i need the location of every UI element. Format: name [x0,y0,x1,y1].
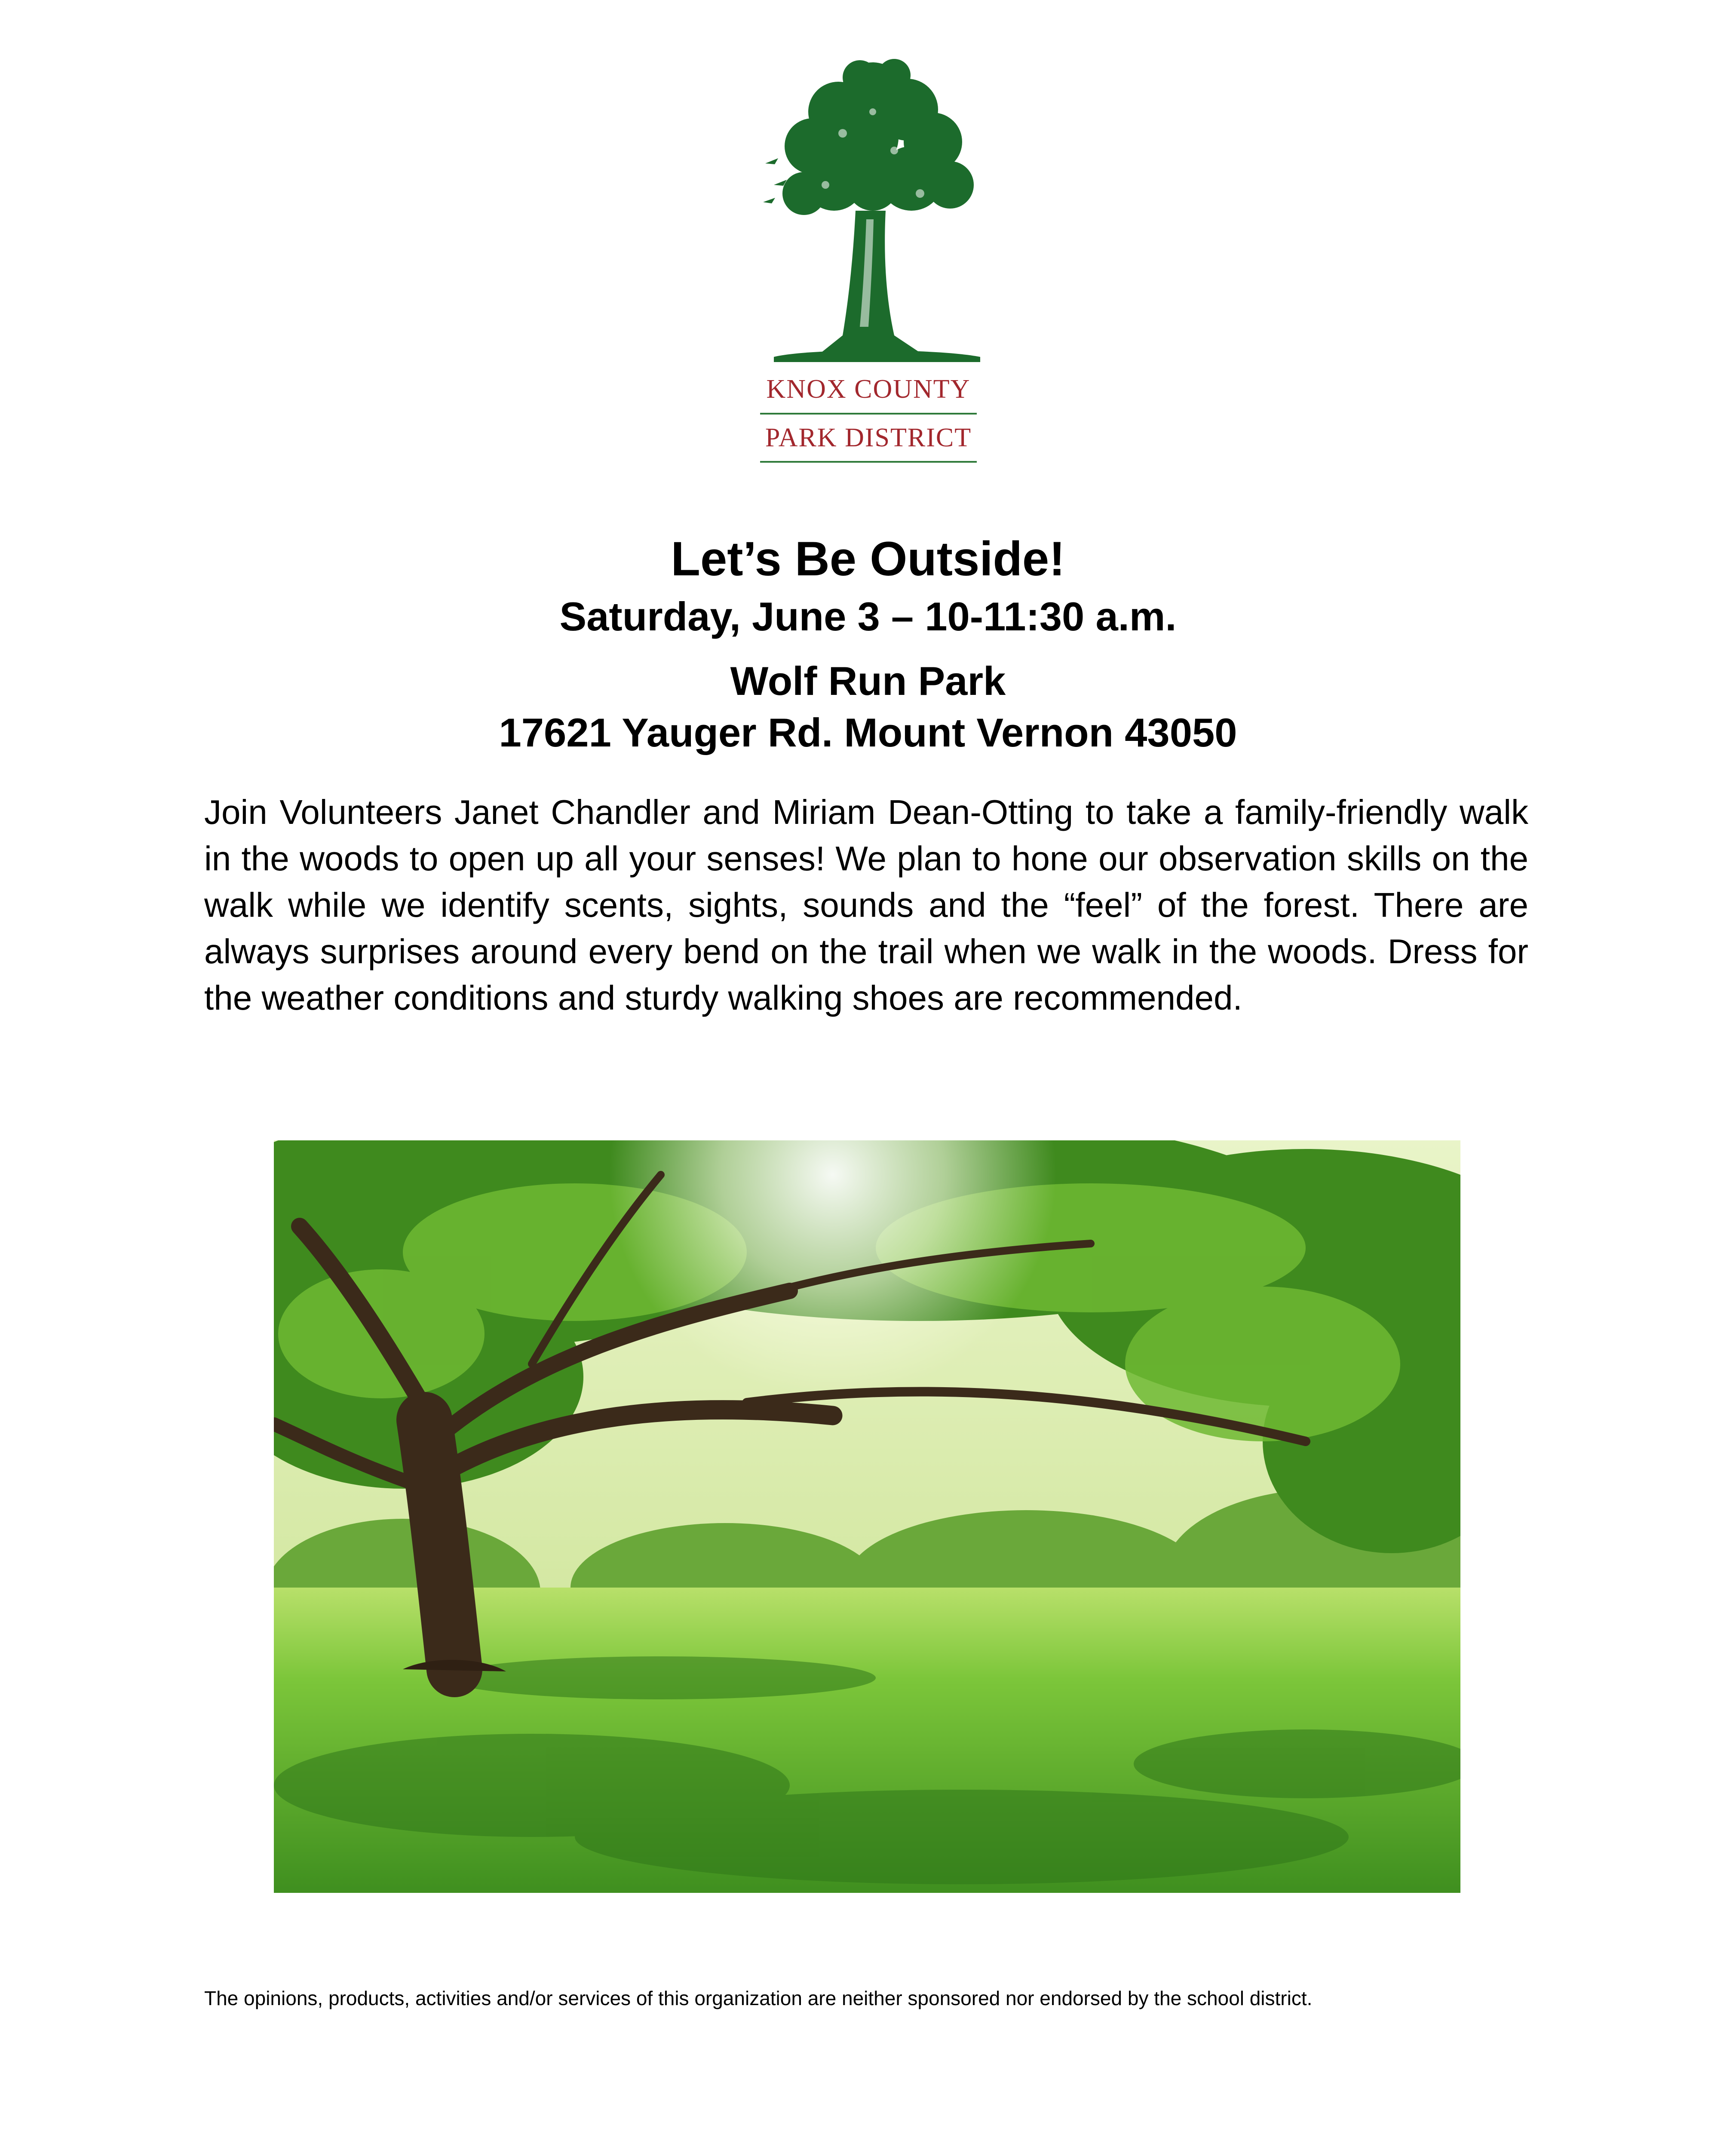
logo-divider [760,413,977,415]
event-date-time: Saturday, June 3 – 10-11:30 a.m. [559,594,1177,639]
logo-line-county: KNOX COUNTY [766,375,971,404]
logo-divider [760,461,977,463]
park-tree-photo [274,1140,1460,1893]
event-location: Wolf Run Park [730,658,1006,703]
event-description: Join Volunteers Janet Chandler and Miriam Dean-Otting to take a family-friendly walk in the woods to open up all your senses! We plan to hone our observation skills on the walk while we identify scents, sights, sounds and the “feel” of the forest. There are always surprises around every bend on the trail when we walk in the woods. Dress for the weather conditions and sturdy walking shoes are recommended. [204,793,1528,1017]
disclaimer-text: The opinions, products, activities and/or services of this organization are neither sponsored nor endorsed by the school district. [204,1987,1313,2009]
logo-line-district: PARK DISTRICT [765,423,972,452]
event-title: Let’s Be Outside! [671,532,1065,586]
park-district-logo [757,56,989,469]
tree-logo-icon [757,56,989,370]
event-address: 17621 Yauger Rd. Mount Vernon 43050 [499,710,1237,755]
